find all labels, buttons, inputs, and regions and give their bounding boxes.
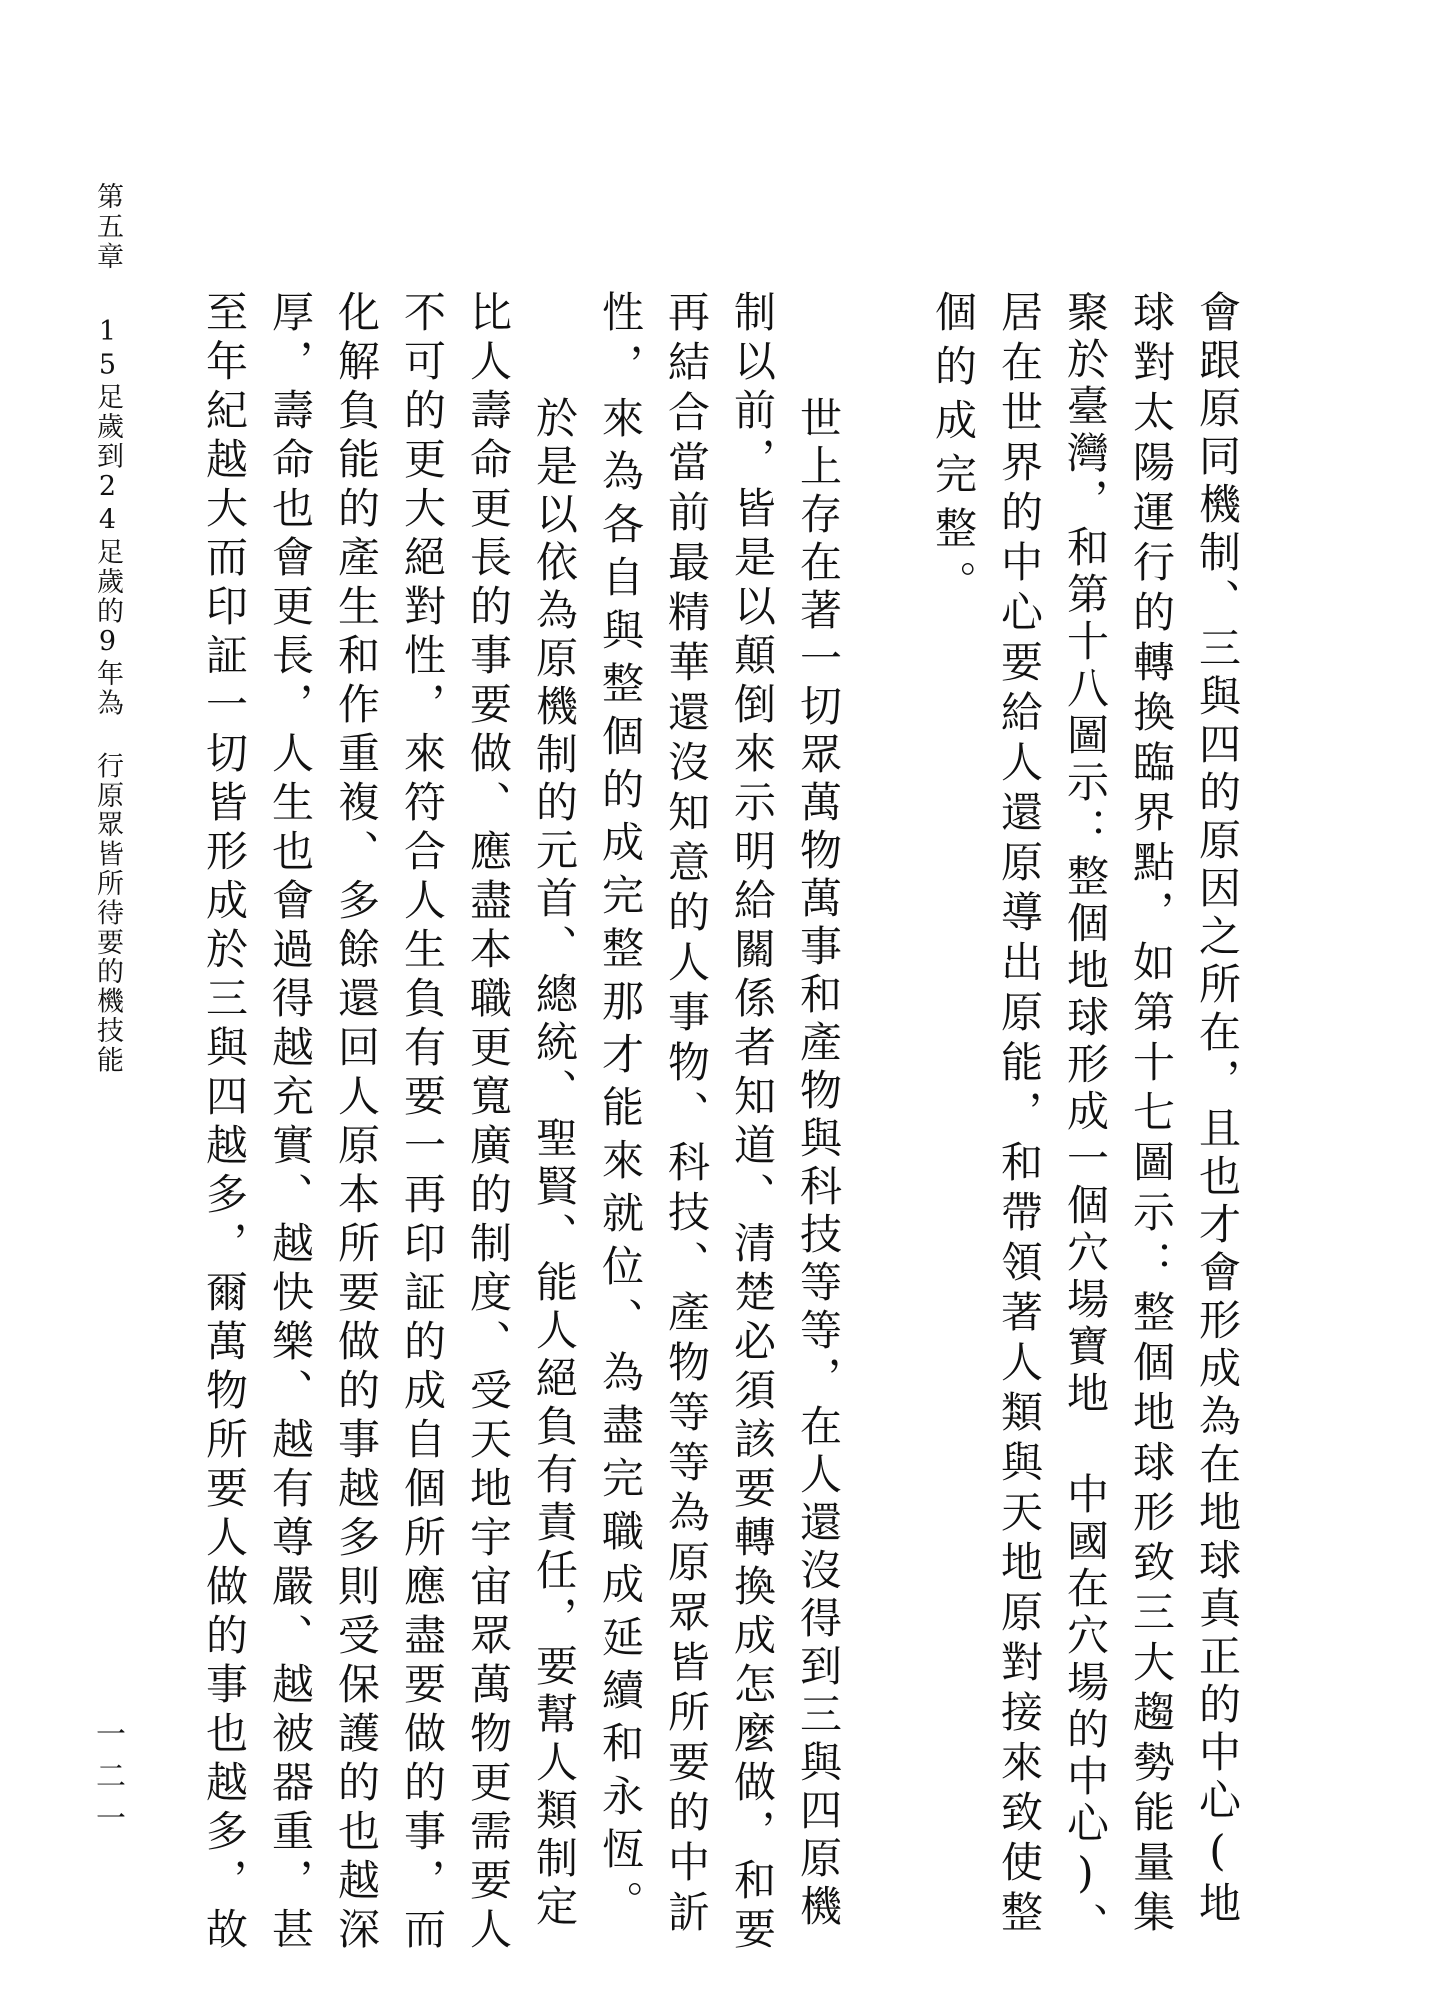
running-header-chapter: 第五章 bbox=[92, 182, 123, 272]
text-column-3: 聚於臺灣，和第十八圖示：整個地球形成一個穴場寶地 中國在穴場的中心)、 bbox=[1061, 290, 1110, 1949]
text-column-8: 再結合當前最精華還沒知意的人事物、科技、產物等等為原眾皆所要的中訢 bbox=[662, 290, 711, 1940]
text-column-15: 至年紀越大而印証一切皆形成於三與四越多，爾萬物所要人做的事也越多，故 bbox=[200, 290, 249, 1956]
page-number: 一二一 bbox=[90, 1718, 125, 1844]
text-column-5: 個的成完整。 bbox=[929, 290, 978, 614]
text-column-7: 制以前，皆是以顛倒來示明給關係者知道、清楚必須該要轉換成怎麼做，和要 bbox=[728, 290, 777, 1956]
text-column-13: 化解負能的產生和作重複、多餘還回人原本所要做的事越多則受保護的也越深 bbox=[332, 290, 381, 1956]
text-column-12: 不可的更大絕對性，來符合人生負有要一再印証的成自個所應盡要做的事，而 bbox=[398, 290, 447, 1956]
text-column-14: 厚，壽命也會更長，人生也會過得越充實、越快樂、越有尊嚴、越被器重，甚 bbox=[266, 290, 315, 1956]
text-column-11: 比人壽命更長的事要做、應盡本職更寬廣的制度、受天地宇宙眾萬物更需要人 bbox=[464, 290, 513, 1956]
text-column-4: 居在世界的中心要給人還原導出原能，和帶領著人類與天地原對接來致使整 bbox=[995, 290, 1044, 1940]
running-header-title: 15足歲到24足歲的9年為 行原眾皆所待要的機技能 bbox=[92, 316, 123, 1075]
text-column-1: 會跟原同機制、三與四的原因之所在，且也才會形成為在地球真正的中心(地 bbox=[1193, 290, 1242, 1929]
text-column-6: 世上存在著一切眾萬物萬事和產物與科技等等，在人還沒得到三與四原機 bbox=[794, 396, 843, 1932]
text-column-10: 於是以依為原機制的元首、總統、聖賢、能人絕負有責任，要幫人類制定 bbox=[530, 396, 579, 1932]
text-column-9: 性，來為各自與整個的成完整那才能來就位、為盡完職成延續和永恆。 bbox=[596, 290, 645, 1933]
text-column-2: 球對太陽運行的轉換臨界點，如第十七圖示：整個地球形致三大趨勢能量集 bbox=[1127, 290, 1176, 1940]
